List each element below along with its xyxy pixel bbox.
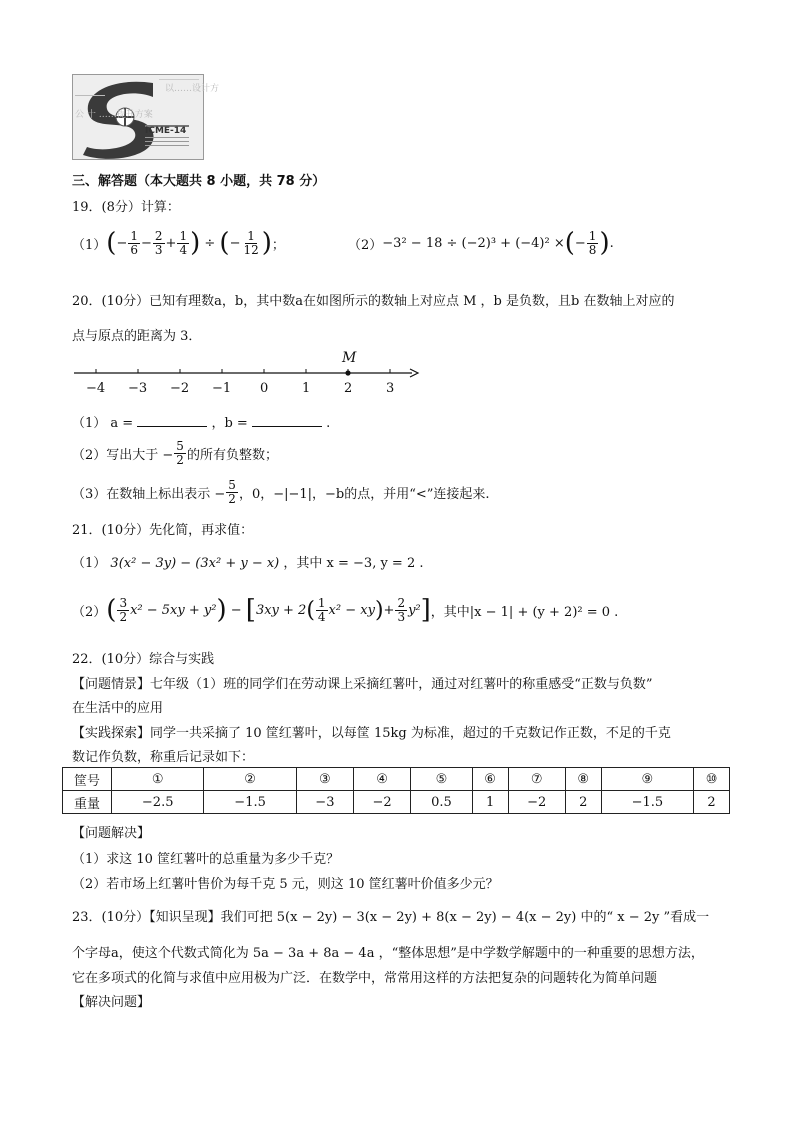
table-cell: −3 xyxy=(296,791,353,814)
logo-faint-line-1: 以……设计方 xyxy=(165,84,220,94)
tick-label-1: 1 xyxy=(302,381,311,396)
tick-label-0: 0 xyxy=(260,381,269,396)
fraction-1-4-b: $\frac{1}{4}$ xyxy=(317,595,326,624)
fraction-3-2: $\frac{3}{2}$ xyxy=(119,595,128,624)
q20-part1-end: . xyxy=(326,416,331,431)
q20-part1-a-label: （1） a = xyxy=(72,416,134,431)
table-cell: −1.5 xyxy=(601,791,693,814)
icme-logo xyxy=(72,74,220,160)
q20-part1-b-label: ，b = xyxy=(211,416,248,431)
table-header-weight: 重量 xyxy=(63,791,112,814)
table-cell: 2 xyxy=(694,791,730,814)
table-cell: −2.5 xyxy=(112,791,204,814)
q20-part2-pre: （2）写出大于 − xyxy=(72,447,174,463)
tick-label-neg3: −3 xyxy=(128,381,148,396)
table-row xyxy=(63,791,730,814)
weight-table xyxy=(62,767,730,814)
fraction-2-3: $\frac{2}{3}$ xyxy=(154,228,163,257)
table-cell: ① xyxy=(112,768,204,791)
table-cell: −2 xyxy=(508,791,565,814)
q20-part3 xyxy=(72,472,490,512)
q20-part1 xyxy=(72,412,330,431)
logo-text: ICME-14 xyxy=(145,126,187,136)
q22-part2: （2）若市场上红薯叶售价为每千克 5 元，则这 10 筐红薯叶价值多少元？ xyxy=(72,877,499,892)
q22-solve-title: 【问题解决】 xyxy=(72,826,151,841)
q20-part3-pre: （3）在数轴上标出表示 − xyxy=(72,486,226,502)
q21-part2-condition: ，其中|x − 1| + (y + 2)² = 0 . xyxy=(430,604,619,620)
table-cell: 0.5 xyxy=(411,791,473,814)
q19-part1-label: （1） xyxy=(72,237,107,253)
q21-part2-expr-c: x² − xy xyxy=(328,602,375,618)
q21-part2-expr-b: 3xy + 2 xyxy=(255,602,307,618)
q19-part2: （2） −3² − 18 ÷ (−2)³ + (−4)² × ( − $\frac{1}{8}$ ) . xyxy=(348,228,614,258)
logo-faint-line-2: 公 十 ……提升方案 xyxy=(75,110,153,120)
q21-part1-expr: 3(x² − 3y) − (3x² + y − x) xyxy=(110,556,280,571)
table-cell: ③ xyxy=(296,768,353,791)
table-cell: ⑤ xyxy=(411,768,473,791)
q19-stem: 19．(8分）计算： xyxy=(72,200,180,215)
q22-explore-line1: 【实践探索】同学一共采摘了 10 筐红薯叶，以每筐 15kg 为标准，超过的千克数记作正数，不足的千克 xyxy=(72,726,671,741)
q22-explore-line2: 数记作负数，称重后记录如下： xyxy=(72,750,255,765)
q21-part2: （2） ( $\frac{3}{2}$ x² − 5xy + y² ) − [ 3xy + 2 ( $\frac{1}{4}$ x² − xy ) + $\frac{2}{3}$ y² ] ，其中|x − 1| + (y + 2)² = 0 . xyxy=(72,595,619,625)
table-cell: ⑩ xyxy=(694,768,730,791)
q21-part2-expr-d: y² xyxy=(408,602,421,618)
q21-part2-label: （2） xyxy=(72,604,107,620)
q19-part2-expr: −3² − 18 ÷ (−2)³ + (−4)² × xyxy=(382,235,565,251)
table-cell: ⑥ xyxy=(472,768,508,791)
fraction-5-2-b: $\frac{5}{2}$ xyxy=(228,477,236,506)
table-cell: ④ xyxy=(353,768,410,791)
q22-scenario-line2: 在生活中的应用 xyxy=(72,701,164,716)
table-cell: 2 xyxy=(565,791,601,814)
q19-part2-end: . xyxy=(609,235,614,251)
q23-line2: 个字母a，使这个代数式简化为 5a − 3a + 8a − 4a ，“整体思想”是中学数学解题中的一种重要的思想方法， xyxy=(72,946,704,961)
tick-label-neg2: −2 xyxy=(170,381,190,396)
table-cell: −1.5 xyxy=(204,791,296,814)
fraction-1-12: $\frac{1}{12}$ xyxy=(243,228,259,257)
q22-scenario-line1: 【问题情景】七年级（1）班的同学们在劳动课上采摘红薯叶，通过对红薯叶的称重感受“正数与负数” xyxy=(72,677,653,692)
fraction-1-8: $\frac{1}{8}$ xyxy=(588,228,597,257)
q22-stem: 22．(10分）综合与实践 xyxy=(72,652,215,667)
q21-part1-condition: ，其中 x = −3, y = 2 . xyxy=(283,556,424,571)
q23-line3: 它在多项式的化简与求值中应用极为广泛．在数学中，常常用这样的方法把复杂的问题转化为简单问题 xyxy=(72,971,658,986)
tick-label-neg4: −4 xyxy=(86,381,106,396)
tick-label-neg1: −1 xyxy=(212,381,232,396)
tick-label-3: 3 xyxy=(386,381,395,396)
q20-part3-post: ，0，−|−1|，−b的点，并用“<”连接起来. xyxy=(238,486,490,502)
fraction-5-2: $\frac{5}{2}$ xyxy=(176,438,184,467)
answer-blank-b[interactable] xyxy=(252,414,322,427)
q20-line1: 20．(10分）已知有理数a，b，其中数a在如图所示的数轴上对应点 M ，b 是负数，且b 在数轴上对应的 xyxy=(72,294,675,309)
point-m xyxy=(345,370,350,375)
table-cell: ② xyxy=(204,768,296,791)
answer-blank-a[interactable] xyxy=(137,414,207,427)
number-line-graphic xyxy=(72,348,420,400)
table-row xyxy=(63,768,730,791)
q19-part1: （1） ( − $\frac{1}{6}$ − $\frac{2}{3}$ + $\frac{1}{4}$ ) ÷ ( − $\frac{1}{12}$ ) ； xyxy=(72,228,285,258)
tick-label-2: 2 xyxy=(344,381,353,396)
section-title: 三、解答题（本大题共 8 小题，共 78 分） xyxy=(72,174,326,189)
table-cell: ⑧ xyxy=(565,768,601,791)
table-cell: ⑦ xyxy=(508,768,565,791)
table-cell: ⑨ xyxy=(601,768,693,791)
q20-line2: 点与原点的距离为 3． xyxy=(72,329,202,344)
q20-part2-post: 的所有负整数； xyxy=(186,447,278,463)
q21-part2-expr-a: x² − 5xy + y² xyxy=(130,602,217,618)
q21-part1-label: （1） xyxy=(72,556,107,571)
q21-part1 xyxy=(72,552,424,571)
table-cell: 1 xyxy=(472,791,508,814)
q22-part1: （1）求这 10 筐红薯叶的总重量为多少千克？ xyxy=(72,852,340,867)
point-m-label: M xyxy=(342,350,357,366)
table-header-number: 筐号 xyxy=(63,768,112,791)
fraction-1-4: $\frac{1}{4}$ xyxy=(179,228,188,257)
fraction-1-6: $\frac{1}{6}$ xyxy=(130,228,138,257)
fraction-2-3-b: $\frac{2}{3}$ xyxy=(397,595,406,624)
q23-line1: 23．(10分）【知识呈现】我们可把 5(x − 2y) − 3(x − 2y) + 8(x − 2y) − 4(x − 2y) 中的“ x − 2y ”看成一 xyxy=(72,910,710,925)
q21-stem: 21．(10分）先化简，再求值： xyxy=(72,523,254,538)
q19-part2-label: （2） xyxy=(348,237,383,253)
q20-part2 xyxy=(72,434,278,472)
table-cell: −2 xyxy=(353,791,410,814)
q23-line4: 【解决问题】 xyxy=(72,995,151,1010)
number-line xyxy=(72,348,420,400)
